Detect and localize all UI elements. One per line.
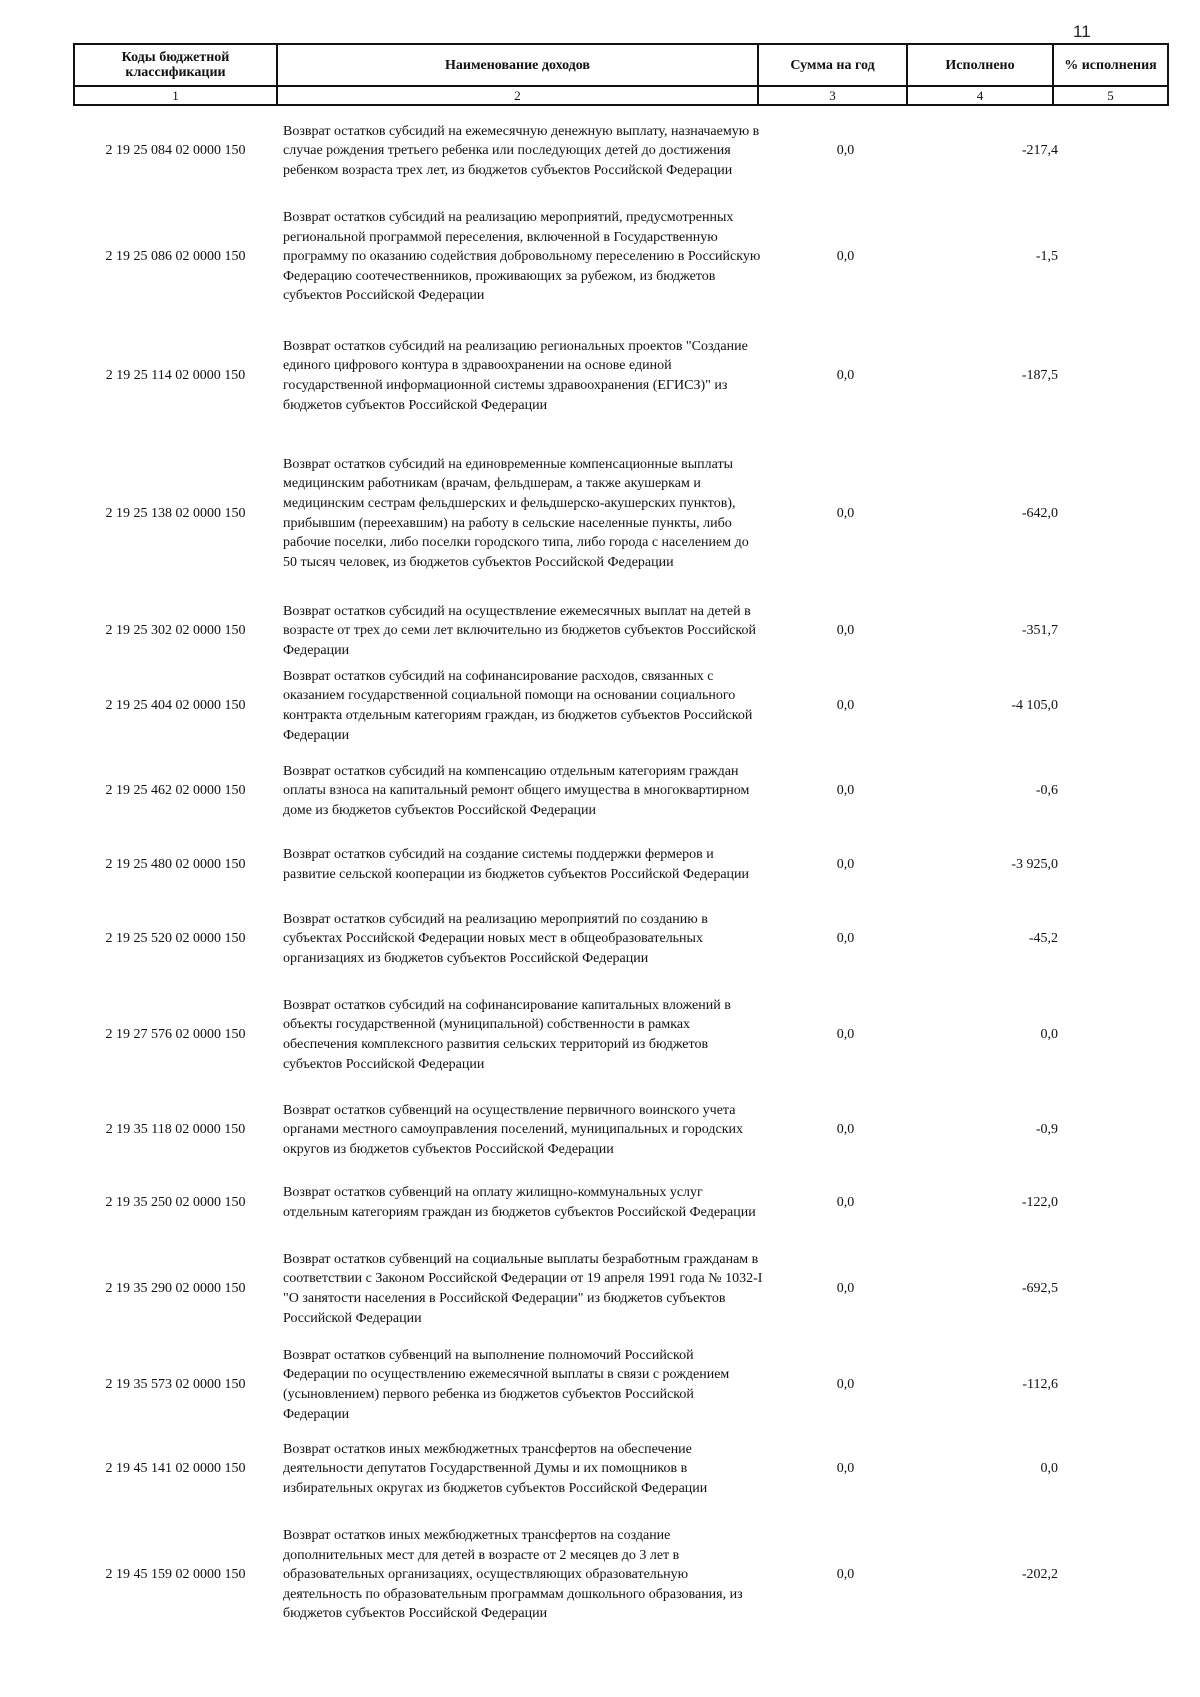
row-code: 2 19 25 302 02 0000 150 xyxy=(105,623,246,638)
table-row xyxy=(73,1344,1167,1426)
page-number: 11 xyxy=(1073,22,1091,41)
row-executed: 0,0 xyxy=(1040,1461,1058,1476)
row-executed: -1,5 xyxy=(1035,249,1058,264)
row-sum: 0,0 xyxy=(836,698,855,713)
row-code: 2 19 25 480 02 0000 150 xyxy=(105,857,246,872)
row-executed: -202,2 xyxy=(1021,1567,1058,1582)
row-code: 2 19 35 573 02 0000 150 xyxy=(105,1377,246,1392)
row-sum: 0,0 xyxy=(836,505,855,521)
header-executed: Исполнено xyxy=(907,44,1053,86)
row-code: 2 19 45 159 02 0000 150 xyxy=(105,1567,246,1582)
row-name: Возврат остатков субвенций на оплату жилищно-коммунальных услуг отдельным категориям граждан из бюджетов субъектов Российской Федерации xyxy=(283,1185,756,1220)
row-sum: 0,0 xyxy=(836,857,855,872)
row-sum: 0,0 xyxy=(836,1281,855,1296)
row-code: 2 19 25 520 02 0000 150 xyxy=(105,931,246,946)
table-row xyxy=(73,441,1167,586)
row-name: Возврат остатков субсидий на единовременные компенсационные выплаты медицинским работникам (врачам, фельдшерам, а также акушеркам и медицинским сестрам фельдшерских и фельдшерско-акушерских пунктов), прибывшим (переехавшим) на работу в сельские населенные пункты, либо рабочие поселки, либо поселки городского типа, либо города с населением до 50 тысяч человек, из бюджетов субъектов Российской Федерации xyxy=(283,456,749,570)
header-num-2: 2 xyxy=(277,86,758,105)
row-code: 2 19 25 462 02 0000 150 xyxy=(105,783,246,798)
row-name: Возврат остатков субсидий на софинансирование капитальных вложений в объекты государственной (муниципальной) собственности в рамках обеспечения комплексного развития сельских территорий из бюджетов субъектов Российской Федерации xyxy=(283,997,731,1072)
header-name: Наименование доходов xyxy=(277,44,758,86)
header-num-3: 3 xyxy=(758,86,907,105)
table-row xyxy=(73,750,1167,832)
table-row xyxy=(73,898,1167,980)
row-sum: 0,0 xyxy=(836,783,855,798)
row-name: Возврат остатков субсидий на реализацию мероприятий по созданию в субъектах Российской Федерации новых мест в общеобразовательных организациях из бюджетов субъектов Российской Федерации xyxy=(283,911,708,966)
row-code: 2 19 27 576 02 0000 150 xyxy=(105,1027,246,1042)
row-executed: 0,0 xyxy=(1040,1027,1058,1042)
row-executed: -112,6 xyxy=(1022,1377,1058,1392)
row-name: Возврат остатков субвенций на социальные выплаты безработным гражданам в соответствии с Законом Российской Федерации от 19 апреля 1991 года № 1032-I "О занятости населения в Российской Федерации" из бюджетов субъектов Российской Федерации xyxy=(283,1251,763,1326)
row-sum: 0,0 xyxy=(836,1377,855,1392)
row-executed: -0,6 xyxy=(1035,783,1058,798)
row-name: Возврат остатков субсидий на реализацию мероприятий, предусмотренных региональной программой переселения, включенной в Государственную программу по оказанию содействия добровольному переселению в Российскую Федерацию соотечественников, проживающих за рубежом, из бюджетов субъектов Российской Федерации xyxy=(283,210,761,304)
table-row xyxy=(73,600,1167,662)
row-sum: 0,0 xyxy=(836,368,855,383)
header-annual-sum: Сумма на год xyxy=(758,44,907,86)
row-name: Возврат остатков субсидий на компенсацию отдельным категориям граждан оплаты взноса на капитальный ремонт общего имущества в многоквартирном доме из бюджетов субъектов Российской Федерации xyxy=(283,763,750,818)
row-code: 2 19 35 118 02 0000 150 xyxy=(105,1122,246,1137)
row-name: Возврат остатков субвенций на выполнение полномочий Российской Федерации по осуществлению ежемесячной выплаты в связи с рождением (усыновлением) первого ребенка из бюджетов субъектов Российской Федерации xyxy=(283,1347,730,1422)
table-row xyxy=(73,1524,1167,1626)
header-percent: % исполнения xyxy=(1053,44,1168,86)
row-executed: -0,9 xyxy=(1035,1122,1058,1137)
table-row xyxy=(73,196,1167,318)
row-name: Возврат остатков субвенций на осуществление первичного воинского учета органами местного самоуправления поселений, муниципальных и городских округов из бюджетов субъектов Российской Федерации xyxy=(283,1102,743,1157)
row-name: Возврат остатков иных межбюджетных трансфертов на обеспечение деятельности депутатов Государственной Думы и их помощников в избирательных округах из бюджетов субъектов Российской Федерации xyxy=(283,1441,708,1496)
row-executed: -3 925,0 xyxy=(1011,857,1058,872)
header-num-1: 1 xyxy=(74,86,277,105)
row-sum: 0,0 xyxy=(836,623,855,638)
row-code: 2 19 25 086 02 0000 150 xyxy=(105,249,246,264)
row-executed: -45,2 xyxy=(1028,931,1058,946)
row-sum: 0,0 xyxy=(836,143,855,158)
row-code: 2 19 45 141 02 0000 150 xyxy=(105,1461,246,1476)
row-sum: 0,0 xyxy=(836,249,855,264)
table-row xyxy=(73,1089,1167,1171)
table-row xyxy=(73,1172,1167,1234)
row-sum: 0,0 xyxy=(836,1567,855,1582)
row-executed: -351,7 xyxy=(1021,623,1058,638)
row-sum: 0,0 xyxy=(836,1195,855,1210)
row-executed: -4 105,0 xyxy=(1011,698,1058,713)
row-sum: 0,0 xyxy=(836,1027,855,1042)
table-row xyxy=(73,665,1167,747)
table-row xyxy=(73,994,1167,1076)
row-name: Возврат остатков субсидий на софинансирование расходов, связанных с оказанием государственной социальной помощи на основании социального контракта отдельным категориям граждан, из бюджетов субъектов Российской Федерации xyxy=(283,668,753,743)
table-row xyxy=(73,111,1167,191)
row-executed: -642,0 xyxy=(1021,505,1058,521)
row-code: 2 19 25 114 02 0000 150 xyxy=(105,368,246,383)
row-code: 2 19 35 290 02 0000 150 xyxy=(105,1281,246,1296)
table-row xyxy=(73,1248,1167,1330)
row-sum: 0,0 xyxy=(836,931,855,946)
row-executed: -122,0 xyxy=(1021,1195,1058,1210)
row-sum: 0,0 xyxy=(836,1461,855,1476)
row-name: Возврат остатков субсидий на осуществление ежемесячных выплат на детей в возрасте от трех до семи лет включительно из бюджетов субъектов Российской Федерации xyxy=(283,603,756,658)
row-name: Возврат остатков субсидий на ежемесячную денежную выплату, назначаемую в случае рождения третьего ребенка или последующих детей до достижения ребенком возраста трех лет, из бюджетов субъектов Российской Федерации xyxy=(283,123,760,178)
row-executed: -217,4 xyxy=(1021,143,1058,158)
row-code: 2 19 35 250 02 0000 150 xyxy=(105,1195,246,1210)
table-row xyxy=(73,834,1167,896)
header-codes: Коды бюджетной классификации xyxy=(74,44,277,86)
row-sum: 0,0 xyxy=(836,1122,855,1137)
row-executed: -692,5 xyxy=(1021,1281,1058,1296)
row-name: Возврат остатков субсидий на реализацию региональных проектов "Создание единого цифрового контура в здравоохранении на основе единой государственной информационной системы здравоохранения (ЕГИСЗ)" из бюджетов субъектов Российской Федерации xyxy=(283,338,748,413)
row-executed: -187,5 xyxy=(1021,368,1058,383)
header-num-4: 4 xyxy=(907,86,1053,105)
row-code: 2 19 25 138 02 0000 150 xyxy=(105,505,246,521)
table-row xyxy=(73,334,1167,418)
table-row xyxy=(73,1428,1167,1510)
table-header xyxy=(73,43,1169,106)
header-num-5: 5 xyxy=(1053,86,1168,105)
row-name: Возврат остатков иных межбюджетных трансфертов на создание дополнительных мест для детей в возрасте от 2 месяцев до 3 лет в образовательных организациях, осуществляющих образовательную деятельность по образовательным программам дошкольного образования, из бюджетов субъектов Российской Федерации xyxy=(283,1528,743,1622)
row-code: 2 19 25 084 02 0000 150 xyxy=(105,143,246,158)
row-name: Возврат остатков субсидий на создание системы поддержки фермеров и развитие сельской кооперации из бюджетов субъектов Российской Федерации xyxy=(283,847,750,882)
row-code: 2 19 25 404 02 0000 150 xyxy=(105,698,246,713)
